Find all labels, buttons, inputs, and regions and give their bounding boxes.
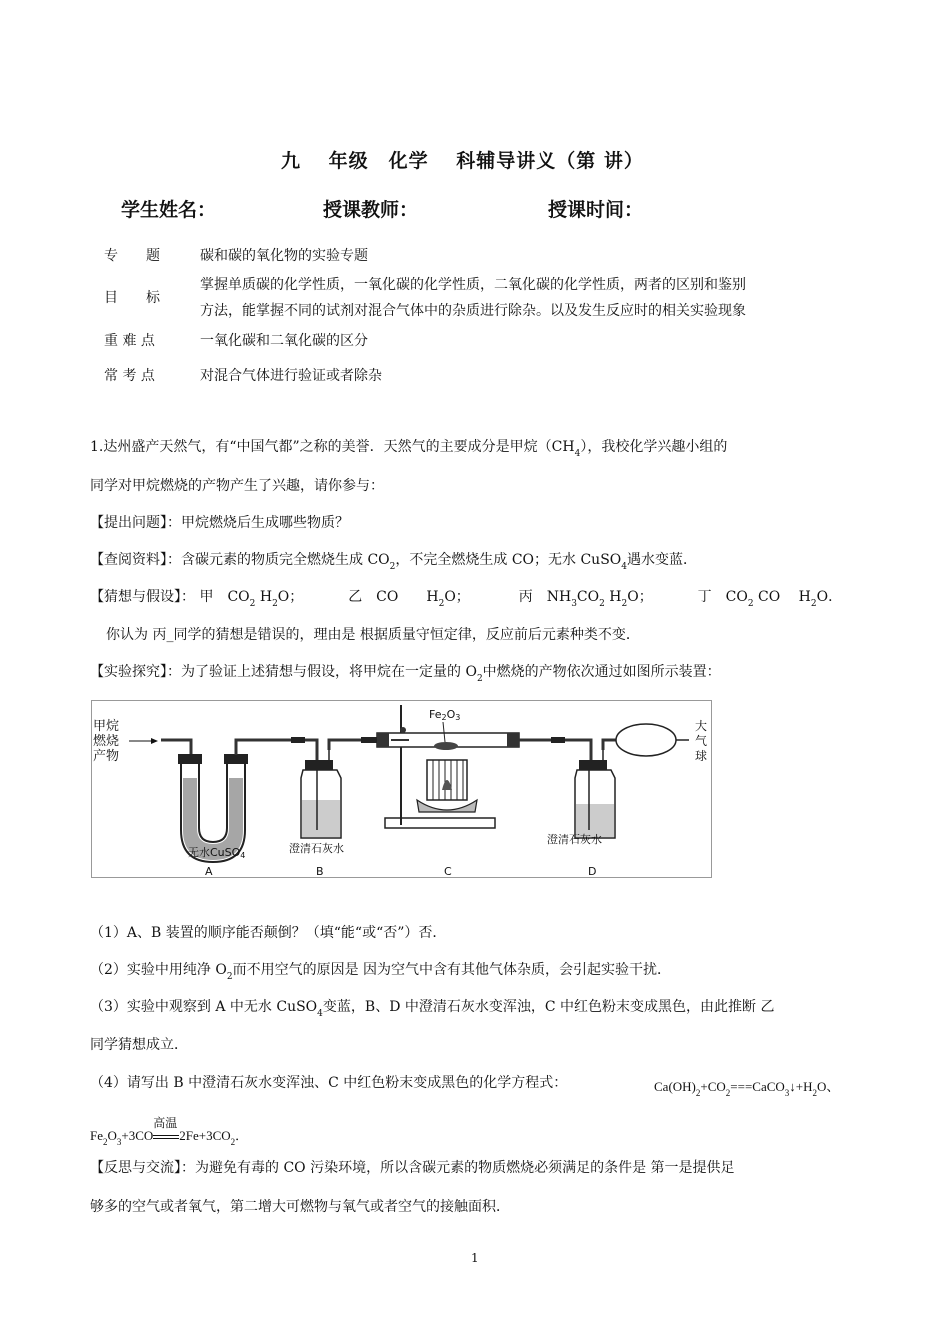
q1-sub4: （4）请写出 B 中澄清石灰水变浑浊、C 中红色粉末变成黑色的化学方程式： [90, 1075, 568, 1091]
q1-intro-line2: 同学对甲烷燃烧的产物产生了兴趣，请你参与： [90, 478, 384, 494]
q1-experiment: 【实验探究】：为了验证上述猜想与假设，将甲烷在一定量的 $O_2$中燃烧的产物依次通过如图所示装置： [90, 664, 721, 684]
balloon-label-1: 大 [695, 719, 708, 733]
teacher-label: 授课教师： [323, 199, 419, 221]
meta-difficulty-value: 一氧化碳和二氧化碳的区分 [200, 333, 368, 349]
label-d: D [588, 865, 597, 878]
meta-difficulty-label: 重 难 点 [104, 333, 155, 349]
equation-2: $Fe_2O_3+3CO$ 高温 $2Fe+3CO_2$． [90, 1116, 249, 1147]
time-label: 授课时间： [548, 199, 644, 221]
input-label-1: 甲烷 [93, 719, 120, 734]
input-label-2: 燃烧 [93, 734, 120, 749]
limewater-d-label: 澄清石灰水 [547, 833, 602, 846]
meta-goal-label: 目 标 [104, 290, 160, 306]
meta-topic-value: 碳和碳的氧化物的实验专题 [200, 248, 368, 264]
page-number: 1 [471, 1251, 479, 1265]
balloon-label-2: 气 [695, 734, 708, 748]
q1-sub2: （2）实验中用纯净 $O_2$而不用空气的原因是 因为空气中含有其他气体杂质，会引起实验干扰． [90, 962, 672, 982]
meta-topic-label: 专 题 [104, 248, 160, 264]
label-a: A [205, 865, 213, 878]
limewater-b-label: 澄清石灰水 [289, 842, 344, 855]
q1-hypothesis: 【猜想与假设】： 甲 $CO_2$ $H_2O$； 乙 CO $H_2O$； 丙 $NH_3CO_2$ $H_2O$； 丁 $CO_2$ CO $H_2O$． [90, 589, 843, 609]
q1-think: 你认为 丙_同学的猜想是错误的，理由是 根据质量守恒定律，反应前后元素种类不变． [106, 627, 640, 643]
q1-reflection: 【反思与交流】：为避免有毒的 CO 污染环境，所以含碳元素的物质燃烧必须满足的条件是 第一是提供足 [90, 1160, 735, 1176]
meta-goal-value: 掌握单质碳的化学性质，一氧化碳的化学性质，二氧化碳的化学性质，两者的区别和鉴别 [200, 277, 746, 293]
page-title: 九 年级 化学 科辅导讲义（第 讲） [281, 150, 644, 172]
student-name-label: 学生姓名： [121, 199, 217, 221]
label-b: B [316, 865, 324, 878]
apparatus-figure [91, 700, 712, 878]
q1-sub3-cont: 同学猜想成立． [90, 1037, 188, 1053]
q1-reflection-2: 够多的空气或者氧气，第二增大可燃物与氧气或者空气的接触面积． [90, 1199, 510, 1215]
q1-sub3: （3）实验中观察到 A 中无水 CuSO$_4$变蓝，B、D 中澄清石灰水变浑浊，C 中红色粉末变成黑色，由此推断 乙 [90, 999, 775, 1019]
meta-frequent-value: 对混合气体进行验证或者除杂 [200, 368, 382, 384]
balloon-label-3: 球 [695, 749, 708, 763]
meta-goal-value-2: 方法，能掌握不同的试剂对混合气体中的杂质进行除杂。以及发生反应时的相关实验现象 [200, 303, 746, 319]
q1-sub1: （1）A、B 装置的顺序能否颠倒？（填“能“或“否”）否． [90, 925, 447, 941]
equation-1: $Ca(OH)_2+CO_2===CaCO_3↓+H_2O$、 [654, 1079, 840, 1098]
q1-intro-line1: 1.达州盛产天然气，有“中国气都”之称的美誉．天然气的主要成分是甲烷$(CH_4)$，我校化学兴趣小组的 [90, 439, 728, 459]
q1-data: 【查阅资料】：含碳元素的物质完全燃烧生成 $CO_2$，不完全燃烧生成 CO；无水 CuSO$_4$遇水变蓝． [90, 552, 697, 572]
equation-condition: 高温 [153, 1116, 178, 1130]
label-c: C [444, 865, 452, 878]
input-label-3: 产物 [93, 749, 120, 764]
cuso4-label: 无水CuSO4 [188, 846, 246, 860]
q1-question: 【提出问题】：甲烷燃烧后生成哪些物质？ [90, 515, 349, 531]
fe2o3-label: Fe2O3 [429, 708, 461, 722]
meta-frequent-label: 常 考 点 [104, 368, 155, 384]
